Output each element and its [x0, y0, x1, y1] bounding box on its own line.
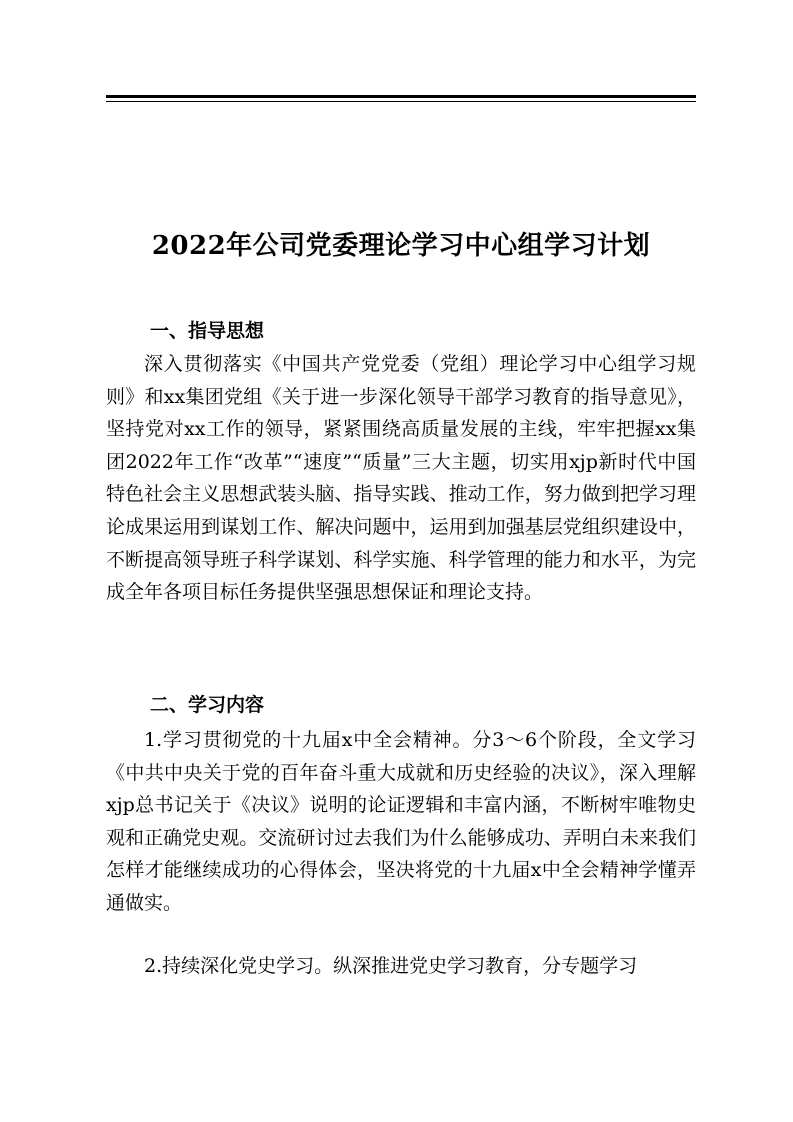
paragraph-study-item-2: 2.持续深化党史学习。纵深推进党史学习教育，分专题学习	[144, 955, 638, 977]
paragraph-study-item-1: 1.学习贯彻党的十九届x中全会精神。分3～6个阶段，全文学习《中共中央关于党的百年奋斗重大成就和历史经验的决议》，深入理解xjp总书记关于《决议》说明的论证逻辑和丰富内涵，不断树牢唯物史观和正确党史观。交流研讨过去我们为什么能够成功、弄明白未来我们怎样才能继续成功的心得体会，坚决将党的十九届x中全会精神学懂弄通做实。	[106, 729, 696, 914]
section-heading-guiding-thought: 一、指导思想	[150, 320, 265, 342]
section-heading-study-content: 二、学习内容	[150, 694, 265, 716]
header-rule-thin	[106, 101, 696, 102]
paragraph-guiding-thought: 深入贯彻落实《中国共产党党委（党组）理论学习中心组学习规则》和xx集团党组《关于进一步深化领导干部学习教育的指导意见》，坚持党对xx工作的领导，紧紧围绕高质量发展的主线，牢牢把握xx集团2022年工作“改革”“速度”“质量”三大主题，切实用xjp新时代中国特色社会主义思想武装头脑、指导实践、推动工作，努力做到把学习理论成果运用到谋划工作、解决问题中，运用到加强基层党组织建设中，不断提高领导班子科学谋划、科学实施、科学管理的能力和水平，为完成全年各项目标任务提供坚强思想保证和理论支持。	[106, 353, 696, 604]
header-rule-thick	[106, 95, 696, 98]
document-title: 2022年公司党委理论学习中心组学习计划	[151, 231, 651, 261]
